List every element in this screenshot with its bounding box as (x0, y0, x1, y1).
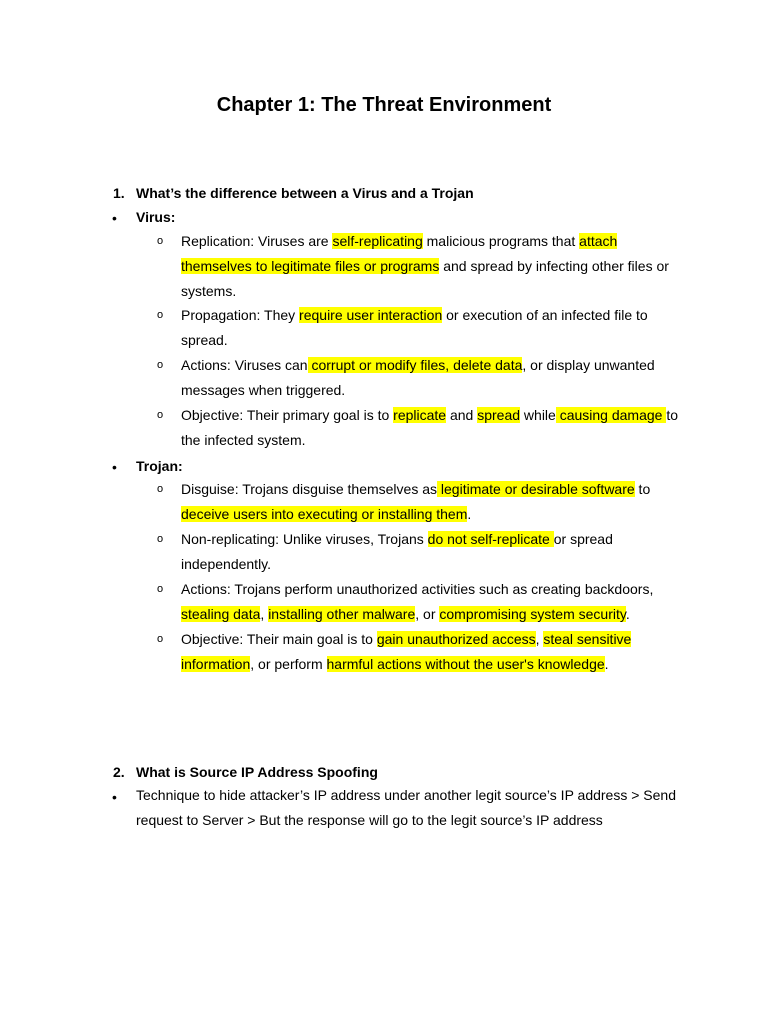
page-title: Chapter 1: The Threat Environment (216, 94, 552, 116)
sub-bullet-icon: o (157, 235, 164, 247)
trojan-actions-item: Actions: Trojans perform unauthorized activities such as creating backdoors, stealing data, installing other malware, or compromising system security. (181, 581, 654, 622)
virus-actions-item: Actions: Viruses can corrupt or modify files, delete data, or display unwanted messages when triggered. (181, 357, 655, 398)
trojan-disguise-item: Disguise: Trojans disguise themselves as legitimate or desirable software to deceive users into executing or installing them. (181, 481, 651, 522)
sub-bullet-icon: o (157, 533, 164, 545)
question-2-number: 2. (113, 764, 125, 780)
highlight: steal sensitive information (181, 631, 632, 672)
highlight: stealing data (181, 606, 261, 622)
sub-bullet-icon: o (157, 359, 164, 371)
highlight: do not self-replicate (427, 531, 554, 547)
highlight: self-replicating (332, 233, 423, 249)
sub-bullet-icon: o (157, 483, 164, 495)
trojan-heading: Trojan: (136, 458, 183, 474)
highlight: spread (477, 407, 521, 423)
highlight: causing damage (555, 407, 667, 423)
highlight: require user interaction (299, 307, 443, 323)
question-1-text: What’s the difference between a Virus and a Trojan (136, 185, 474, 201)
highlight: legitimate or desirable software (437, 481, 635, 497)
spoofing-answer: Technique to hide attacker’s IP address under another legit source’s IP address > Send request to Server > But the response will go to the legit source’s IP address (136, 787, 676, 828)
question-1-number: 1. (113, 185, 125, 201)
highlight: gain unauthorized access (376, 631, 536, 647)
highlight: corrupt or modify files, delete data (307, 357, 523, 373)
sub-bullet-icon: o (157, 409, 164, 421)
highlight: compromising system security (439, 606, 626, 622)
highlight: harmful actions without the user's knowledge (326, 656, 605, 672)
virus-heading: Virus: (136, 209, 176, 225)
virus-replication-item: Replication: Viruses are self-replicating malicious programs that attach themselves to legitimate files or programs and spread by infecting other files or systems. (181, 233, 669, 299)
virus-objective-item: Objective: Their primary goal is to replicate and spread while causing damage to the infected system. (181, 407, 679, 448)
trojan-non-replicating-item: Non-replicating: Unlike viruses, Trojans do not self-replicate or spread independently. (181, 531, 613, 572)
highlight: attach themselves to legitimate files or programs (181, 233, 618, 274)
sub-bullet-icon: o (157, 633, 164, 645)
question-2-text: What is Source IP Address Spoofing (136, 764, 378, 780)
virus-propagation-item: Propagation: They require user interaction or execution of an infected file to spread. (181, 307, 648, 348)
highlight: deceive users into executing or installing them (181, 506, 468, 522)
bullet-icon: • (112, 789, 117, 805)
bullet-icon: • (112, 459, 117, 475)
trojan-objective-item: Objective: Their main goal is to gain unauthorized access, steal sensitive information, or perform harmful actions without the user's knowledge. (181, 631, 632, 672)
sub-bullet-icon: o (157, 583, 164, 595)
highlight: replicate (393, 407, 447, 423)
sub-bullet-icon: o (157, 309, 164, 321)
highlight: installing other malware (268, 606, 416, 622)
bullet-icon: • (112, 210, 117, 226)
